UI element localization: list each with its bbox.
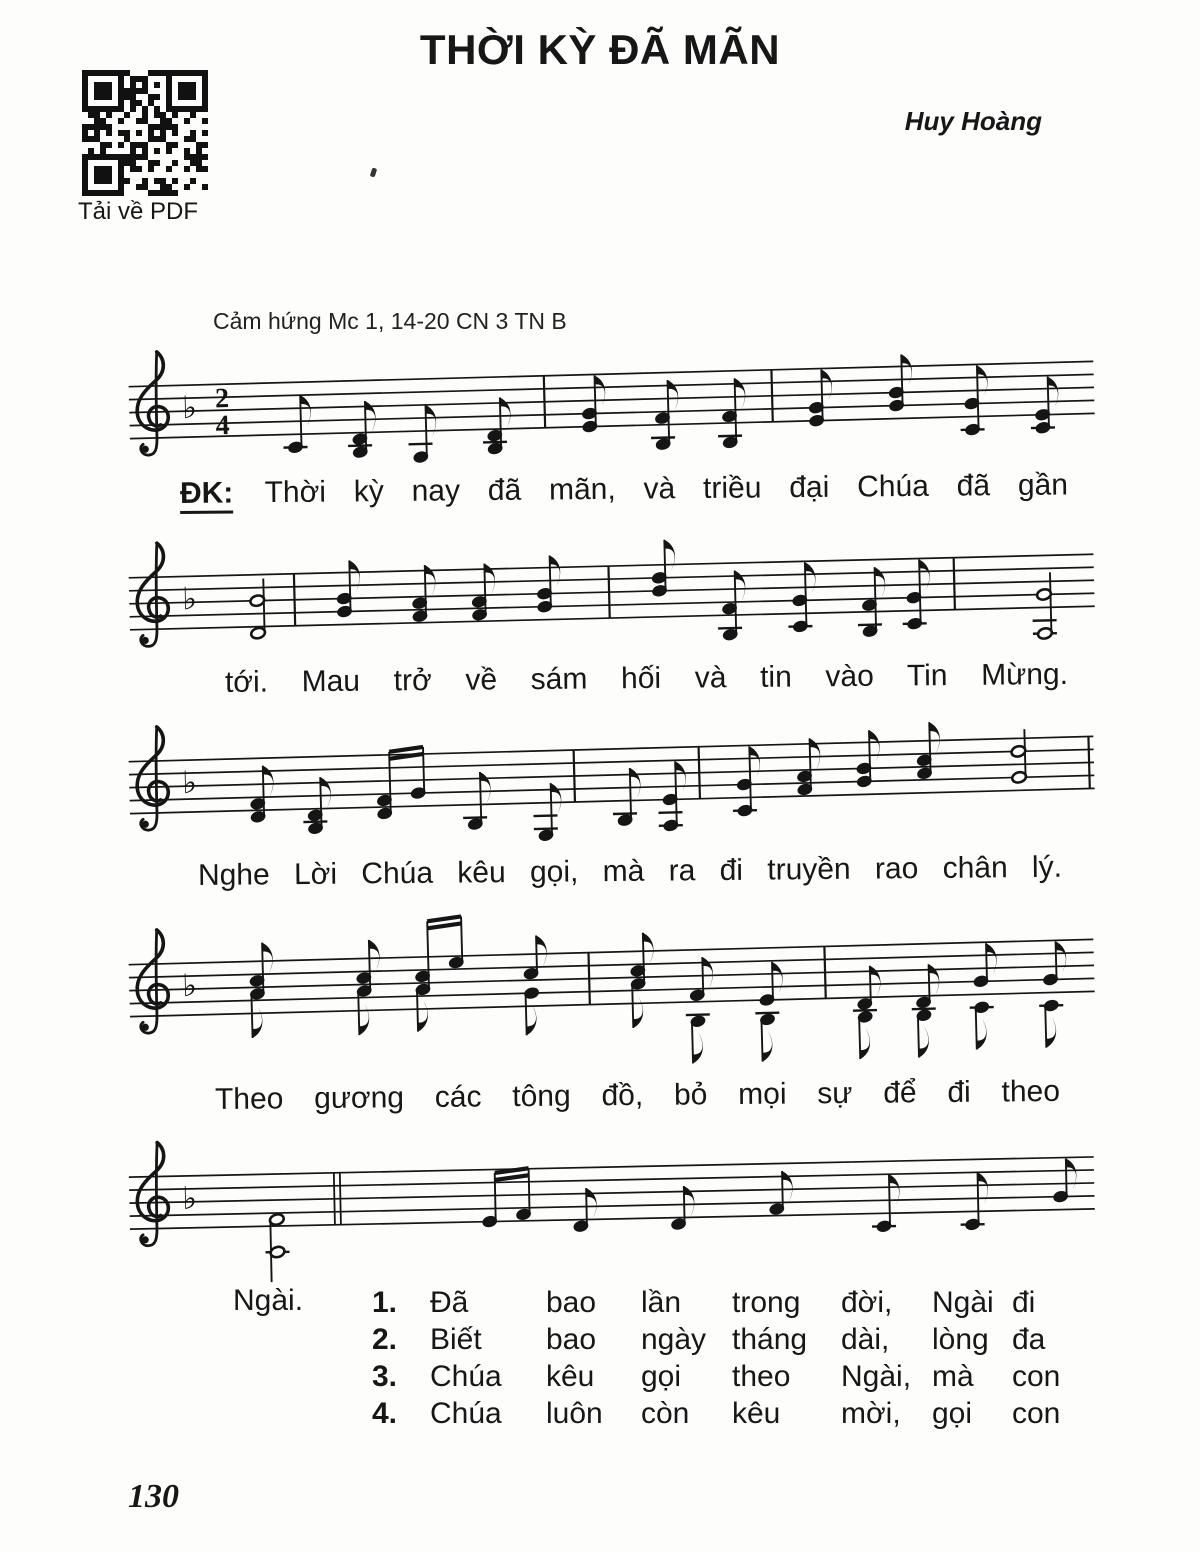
lyric-line-3 bbox=[198, 848, 1062, 896]
note-event bbox=[629, 932, 656, 1028]
barline bbox=[574, 750, 575, 802]
verse-word: Chúa bbox=[430, 1397, 502, 1430]
page-title: THỜI KỲ ĐÃ MÃN bbox=[419, 26, 781, 73]
note-event bbox=[807, 369, 833, 427]
note-event bbox=[968, 943, 999, 1050]
note-event bbox=[282, 395, 312, 454]
verse-word: ngày bbox=[641, 1323, 707, 1356]
verse-word: tháng bbox=[732, 1323, 808, 1356]
note-event bbox=[959, 365, 989, 436]
verse-word: Ngài bbox=[932, 1286, 994, 1319]
verse-word: luôn bbox=[546, 1397, 603, 1430]
note-event bbox=[265, 1213, 290, 1283]
barline bbox=[699, 747, 700, 799]
lyric-text-1: Thời kỳ nay đã mãn, và triều đại Chúa đã gần bbox=[264, 468, 1069, 510]
svg-text:4: 4 bbox=[215, 410, 231, 442]
verse-word: lòng bbox=[932, 1323, 989, 1356]
verse-word: gọi bbox=[641, 1360, 682, 1393]
svg-text:♭: ♭ bbox=[181, 1180, 198, 1218]
note-event bbox=[581, 375, 607, 433]
verse-word: bao bbox=[546, 1323, 597, 1356]
verse-word: kêu bbox=[546, 1360, 595, 1393]
verse-word: dài, bbox=[841, 1323, 890, 1356]
verse-word: còn bbox=[641, 1397, 690, 1430]
barline bbox=[294, 574, 295, 626]
note-event bbox=[355, 940, 382, 1036]
note-event bbox=[857, 567, 887, 638]
svg-text:♭: ♭ bbox=[181, 581, 198, 618]
note-event bbox=[717, 570, 747, 641]
note-event bbox=[612, 768, 642, 827]
lyric-text-2: tới. Mau trở về sám hối và tin vào Tin Mừng. bbox=[224, 657, 1069, 699]
composer-name: Huy Hoàng bbox=[904, 106, 1042, 136]
verse-word: Biết bbox=[430, 1323, 482, 1356]
verse-word: theo bbox=[732, 1360, 791, 1393]
note-event bbox=[482, 397, 512, 455]
verse-word: trong bbox=[732, 1286, 801, 1319]
verse-word: đa bbox=[1012, 1323, 1046, 1356]
note-event bbox=[522, 935, 549, 1035]
qr-code[interactable] bbox=[82, 70, 208, 201]
note-event bbox=[302, 777, 332, 835]
note-event bbox=[411, 565, 437, 623]
verse-word: đi bbox=[1012, 1286, 1036, 1319]
note-event bbox=[1030, 376, 1060, 434]
lyric-line-refrain bbox=[180, 465, 1068, 514]
note-event bbox=[462, 772, 492, 831]
svg-text:♭: ♭ bbox=[181, 967, 198, 1005]
note-event bbox=[375, 747, 427, 820]
note-event bbox=[1038, 941, 1069, 1048]
note-event bbox=[407, 405, 437, 464]
verse-block bbox=[372, 1284, 1072, 1432]
verse-word: gọi bbox=[932, 1397, 973, 1430]
note-event bbox=[960, 1172, 989, 1231]
note-event bbox=[901, 559, 931, 630]
note-event bbox=[248, 942, 275, 1038]
barline bbox=[588, 953, 589, 1005]
note-event bbox=[347, 401, 377, 459]
note-event bbox=[796, 738, 822, 796]
note-event bbox=[650, 539, 676, 597]
svg-text:♭: ♭ bbox=[181, 764, 198, 802]
verse-word: lần bbox=[641, 1286, 682, 1319]
verse-word: con bbox=[1012, 1397, 1061, 1430]
note-event bbox=[533, 783, 563, 842]
lyric-line-4 bbox=[215, 1072, 1060, 1120]
note-event bbox=[855, 730, 881, 788]
refrain-label: ĐK: bbox=[180, 476, 234, 514]
verse-word: Ngài, bbox=[841, 1360, 912, 1393]
scan-artifact bbox=[370, 167, 378, 177]
page-number: 130 bbox=[128, 1478, 179, 1515]
note-event bbox=[657, 761, 687, 832]
note-event bbox=[413, 916, 466, 1031]
barline bbox=[771, 370, 772, 422]
note-event bbox=[754, 962, 785, 1062]
lyric-text-4: Theo gương các tông đồ, bỏ mọi sự để đi theo bbox=[214, 1074, 1061, 1116]
note-event bbox=[470, 563, 496, 621]
lyric-line-5-end: Ngài. bbox=[233, 1284, 304, 1317]
verse-word: đời, bbox=[841, 1286, 893, 1319]
note-event bbox=[481, 1168, 532, 1228]
svg-text:♭: ♭ bbox=[181, 389, 198, 427]
note-event bbox=[249, 765, 275, 823]
verse-word: kêu bbox=[732, 1397, 781, 1430]
scripture-reference: Cảm hứng Mc 1, 14-20 CN 3 TN B bbox=[213, 308, 567, 334]
barline bbox=[608, 566, 609, 618]
lyric-text-3: Nghe Lời Chúa kêu gọi, mà ra đi truyền rao chân lý. bbox=[197, 850, 1063, 892]
download-pdf-link[interactable]: Tải về PDF bbox=[78, 198, 199, 225]
note-event bbox=[871, 1174, 900, 1233]
verse-word: mời, bbox=[841, 1397, 901, 1430]
verse-word: Đã bbox=[430, 1286, 469, 1319]
note-event bbox=[650, 380, 680, 451]
note-event bbox=[1010, 729, 1027, 784]
note-event bbox=[684, 957, 715, 1064]
note-event bbox=[911, 964, 942, 1058]
note-event bbox=[717, 378, 747, 449]
note-event bbox=[787, 562, 817, 633]
note-event bbox=[887, 354, 913, 412]
verse-word: mà bbox=[932, 1360, 974, 1393]
note-event bbox=[335, 560, 361, 618]
note-event bbox=[536, 555, 562, 613]
verse-number: 4. bbox=[372, 1397, 398, 1430]
verse-number: 3. bbox=[372, 1360, 398, 1393]
note-event bbox=[731, 746, 761, 817]
verse-number: 1. bbox=[372, 1286, 398, 1319]
qr-code-image[interactable] bbox=[82, 70, 208, 196]
verse-word: Chúa bbox=[430, 1360, 502, 1393]
verse-number: 2. bbox=[372, 1323, 398, 1356]
note-event bbox=[915, 722, 941, 780]
note-event bbox=[852, 965, 883, 1059]
barline bbox=[824, 946, 825, 998]
barline bbox=[1088, 737, 1089, 789]
verse-word: con bbox=[1012, 1360, 1061, 1393]
verse-word: bao bbox=[546, 1286, 597, 1319]
barline bbox=[544, 376, 545, 428]
barline bbox=[954, 558, 955, 610]
svg-text:2: 2 bbox=[214, 383, 230, 415]
